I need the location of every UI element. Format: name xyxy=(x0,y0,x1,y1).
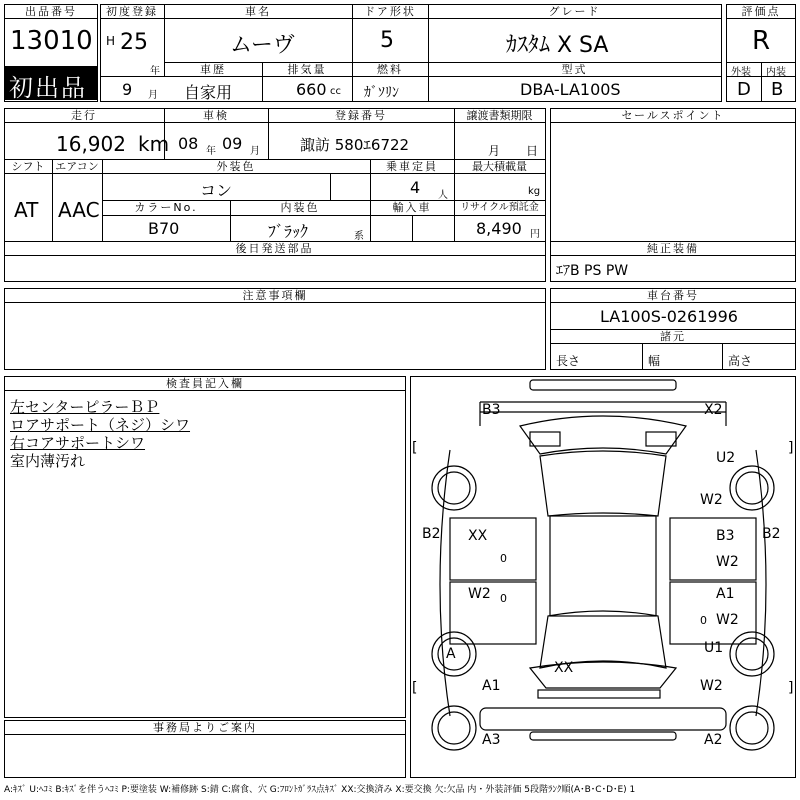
lot-header: 出品番号 xyxy=(4,5,98,19)
label-a2: A2 xyxy=(704,732,723,748)
sales-points-header: セールスポイント xyxy=(550,109,796,123)
interior-header: 内装 xyxy=(766,67,786,78)
label-b3-top: B3 xyxy=(482,402,501,418)
label-b3-r1: B3 xyxy=(716,528,735,544)
shift-value: AT xyxy=(14,198,39,222)
inspector-header: 検査員記入欄 xyxy=(4,377,406,391)
label-w2-l2: W2 xyxy=(468,586,491,602)
label-zero-l2: 0 xyxy=(500,592,507,605)
label-a1-r2: A1 xyxy=(716,586,735,602)
car-name-value: ムーヴ xyxy=(230,33,295,58)
doors-value: 5 xyxy=(380,28,394,53)
label-x2-top: X2 xyxy=(704,402,723,418)
score-header: 評価点 xyxy=(726,5,796,19)
recycle-value: 8,490 xyxy=(476,219,522,238)
exterior-header: 外装 xyxy=(731,67,751,78)
interior-color-header: 内装色 xyxy=(280,201,320,214)
chassis-header: 車台番号 xyxy=(550,289,796,303)
aircon-value: AAC xyxy=(58,198,100,222)
label-a-fl: A xyxy=(446,646,456,662)
inspection-year: 08 xyxy=(178,134,199,153)
plate-header: 登録番号 xyxy=(268,109,454,123)
transfer-day: 日 xyxy=(526,144,539,158)
displacement-unit: cc xyxy=(330,86,341,97)
dims-length: 長さ xyxy=(556,354,581,368)
label-u1: U1 xyxy=(704,640,724,656)
first-reg-year: 25 xyxy=(120,30,148,55)
lot-number: 13010 xyxy=(10,26,93,56)
office-header: 事務局よりご案内 xyxy=(4,721,406,735)
first-listing-text: 初出品 xyxy=(9,74,87,102)
capacity-header: 乗車定員 xyxy=(370,160,454,174)
label-w2-rr: W2 xyxy=(700,492,723,508)
inspector-line-2: ロアサポート（ネジ）シワ xyxy=(10,416,191,434)
label-a3: A3 xyxy=(482,732,501,748)
fuel-value: ｶﾞｿﾘﾝ xyxy=(364,85,399,101)
shift-header: シフト xyxy=(4,160,52,174)
label-xx-front: XX xyxy=(554,660,574,676)
color-no-value: B70 xyxy=(148,219,180,238)
mileage-unit: km xyxy=(138,132,170,156)
label-b2-left: B2 xyxy=(422,526,441,542)
history-header: 車歴 xyxy=(200,63,226,76)
inspector-line-1: 左センターピラーＢＰ xyxy=(10,398,160,416)
genuine-header: 純正装備 xyxy=(550,242,796,256)
aircon-header: エアコン xyxy=(52,160,102,174)
transfer-month: 月 xyxy=(488,144,501,158)
label-w2-r1: W2 xyxy=(716,554,739,570)
label-u2: U2 xyxy=(716,450,736,466)
dims-width: 幅 xyxy=(648,354,661,368)
bracket-left-1: [ xyxy=(412,440,418,456)
car-name-header: 車名 xyxy=(164,5,352,19)
model-code-header: 型式 xyxy=(561,63,588,76)
first-reg-month: 9 xyxy=(122,80,133,99)
interior-color-unit: 系 xyxy=(354,231,364,242)
grade-header: グレード xyxy=(428,5,721,19)
max-load-unit: kg xyxy=(528,186,541,197)
bracket-right-2: ] xyxy=(788,680,794,696)
interior-color-value: ﾌﾞﾗｯｸ xyxy=(268,222,309,241)
label-b2-right: B2 xyxy=(762,526,781,542)
dims-height: 高さ xyxy=(728,354,753,368)
first-reg-era: H xyxy=(106,34,116,48)
import-header: 輸入車 xyxy=(392,201,432,214)
history-value: 自家用 xyxy=(184,83,233,102)
notes-header: 注意事項欄 xyxy=(4,289,546,303)
first-reg-month-unit: 月 xyxy=(148,90,158,101)
inspection-header: 車検 xyxy=(164,109,268,123)
chassis-value: LA100S-0261996 xyxy=(600,307,738,326)
mileage-value: 16,902 xyxy=(56,132,126,156)
label-zero-l1: 0 xyxy=(500,552,507,565)
car-damage-diagram xyxy=(410,376,796,778)
recycle-header: リサイクル預託金 xyxy=(460,202,539,213)
exterior-color-value: コン xyxy=(200,181,233,200)
label-zero-r2: 0 xyxy=(700,614,707,627)
label-w2-fr: W2 xyxy=(700,678,723,694)
bracket-right-1: ] xyxy=(788,440,794,456)
first-reg-header: 初度登録 xyxy=(100,5,164,19)
color-no-header: カラーNo. xyxy=(134,201,198,214)
grade-value: ｶｽﾀﾑ X SA xyxy=(506,33,609,58)
inspector-line-3: 右コアサポートシワ xyxy=(10,434,146,452)
score-value: R xyxy=(752,26,771,56)
legend-text: A:ｷｽﾞ U:ﾍｺﾐ B:ｷｽﾞを伴うﾍｺﾐ P:要塗装 W:補修跡 S:錆 C:腐食、穴 G:ﾌﾛﾝﾄｶﾞﾗｽ点ｷｽﾞ XX:交換済み X:要交換 欠:欠品 内・外装評価 5段階ﾗﾝｸ順(A･B･C･D･E) 1 xyxy=(4,785,636,795)
later-parts-header: 後日発送部品 xyxy=(4,242,545,256)
dims-header: 諸元 xyxy=(550,330,796,344)
transfer-header: 譲渡書類期限 xyxy=(454,109,545,123)
model-code-value: DBA-LA100S xyxy=(520,80,621,99)
plate-value: 諏訪 580ｴ6722 xyxy=(300,136,410,154)
label-xx-l1: XX xyxy=(468,528,488,544)
exterior-score: D xyxy=(737,79,751,100)
interior-score: B xyxy=(771,79,784,100)
max-load-header: 最大積載量 xyxy=(454,160,545,174)
displacement-header: 排気量 xyxy=(287,63,327,76)
displacement-value: 660 xyxy=(296,80,327,99)
doors-header: ドア形状 xyxy=(352,5,428,19)
inspector-line-4: 室内薄汚れ xyxy=(10,452,86,470)
first-reg-year-unit: 年 xyxy=(150,66,160,77)
recycle-unit: 円 xyxy=(530,229,540,240)
fuel-header: 燃料 xyxy=(377,63,403,76)
inspection-month-unit: 月 xyxy=(250,146,260,157)
inspection-month: 09 xyxy=(222,134,243,153)
bracket-left-2: [ xyxy=(412,680,418,696)
label-a1-fl: A1 xyxy=(482,678,501,694)
genuine-value: ｴｱB PS PW xyxy=(556,263,629,279)
capacity-value: 4 xyxy=(410,178,421,197)
inspection-year-unit: 年 xyxy=(206,146,216,157)
mileage-header: 走行 xyxy=(4,109,164,123)
exterior-color-header: 外装色 xyxy=(102,160,370,174)
capacity-unit: 人 xyxy=(438,190,448,201)
label-w2-r2: W2 xyxy=(716,612,739,628)
